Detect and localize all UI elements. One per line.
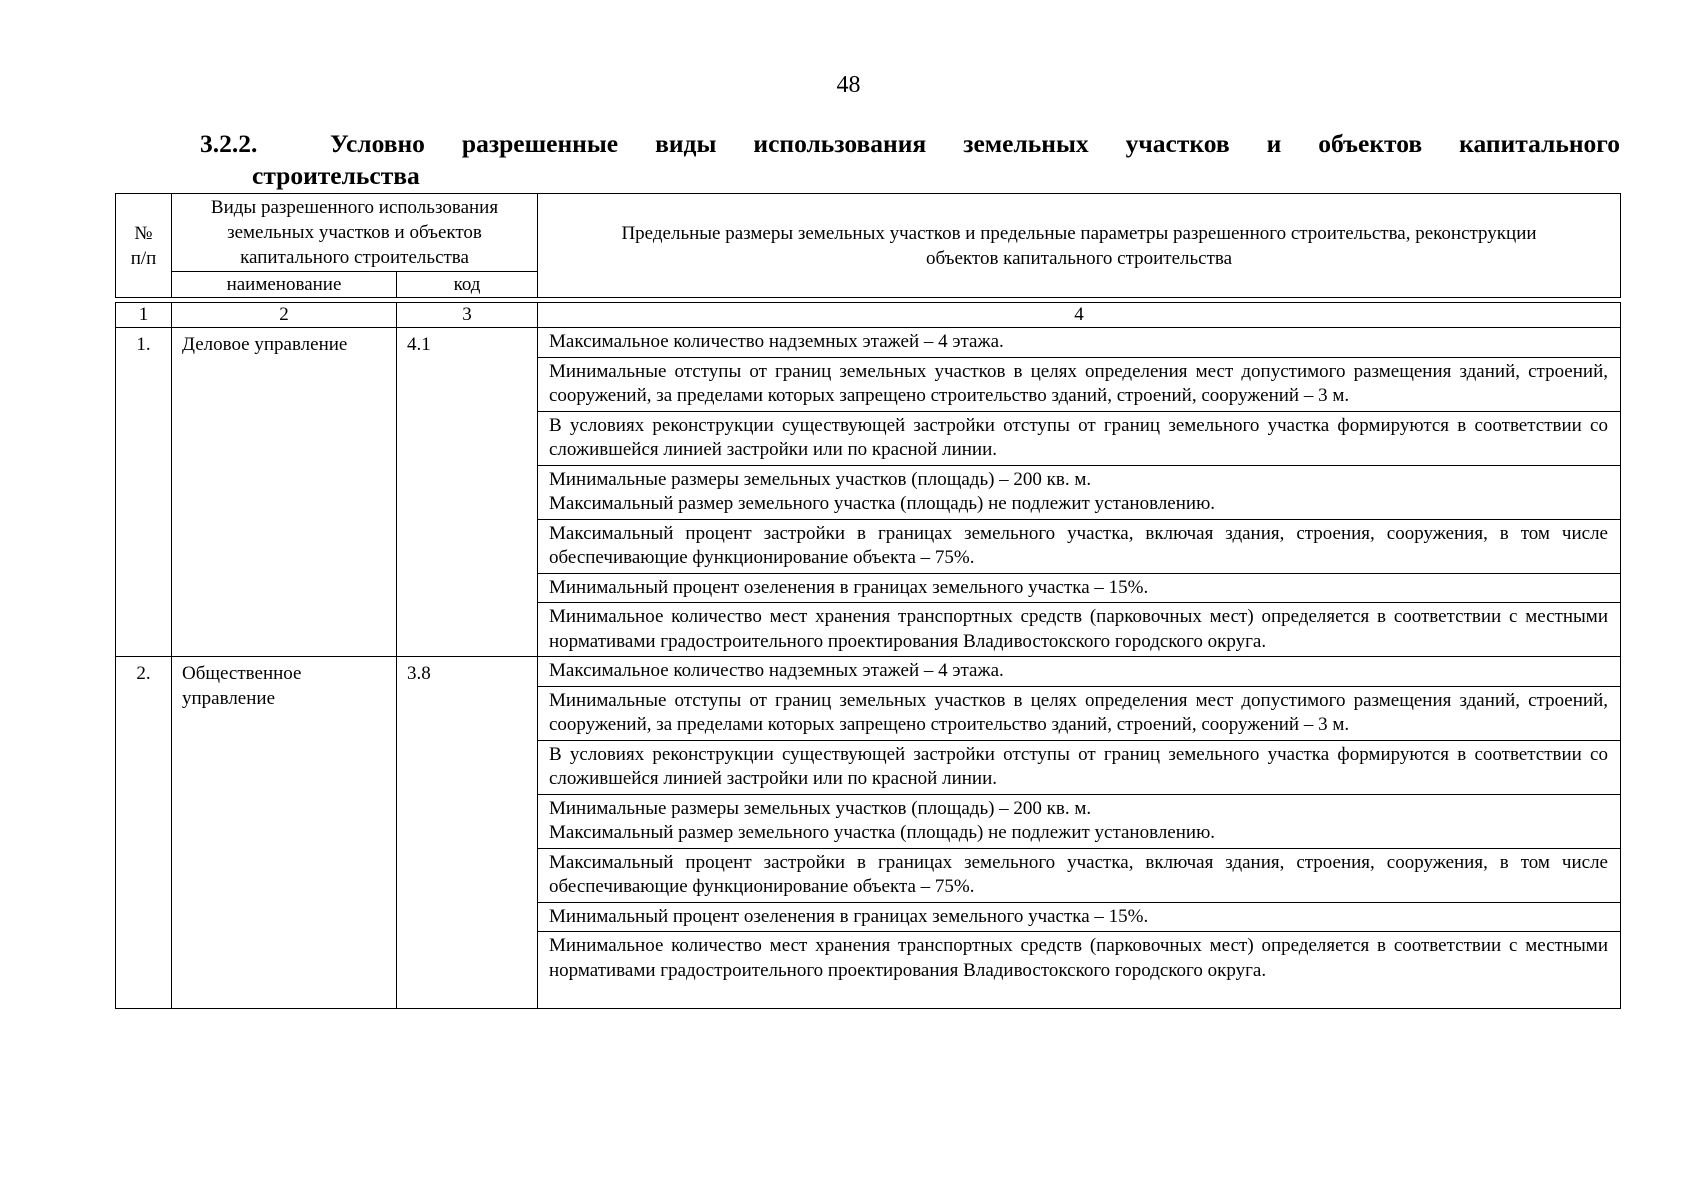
col-number-2: 2: [172, 303, 397, 328]
param-line: Минимальные размеры земельных участков (площадь) – 200 кв. м.: [549, 797, 1092, 819]
row-number: 1.: [116, 328, 172, 657]
section-number: 3.2.2.: [200, 129, 258, 158]
header-code: код: [397, 272, 538, 298]
param-cell: Минимальный процент озеленения в границах земельного участка – 15%.: [538, 902, 1621, 932]
param-cell: Максимальное количество надземных этажей – 4 этажа.: [538, 657, 1621, 687]
header-types-group: Виды разрешенного использования земельных участков и объектов капитального строительства: [172, 194, 538, 272]
param-cell: Максимальный процент застройки в границах земельного участка, включая здания, строения, сооружения, в том числе обеспечивающие функционирование объекта – 75%.: [538, 519, 1621, 573]
param-cell: Максимальное количество надземных этажей – 4 этажа.: [538, 328, 1621, 358]
table-row: [116, 657, 1621, 687]
col-number-1: 1: [116, 303, 172, 328]
use-code: 4.1: [397, 328, 538, 657]
param-line: Максимальный размер земельного участка (площадь) не подлежит установлению.: [549, 822, 1216, 843]
section-title-line1: Условно разрешенные виды использования земельных участков и объектов капитального: [330, 129, 1620, 158]
param-cell: [538, 794, 1621, 848]
use-name: Деловое управление: [172, 328, 397, 657]
table-row: [116, 328, 1621, 358]
param-cell: В условиях реконструкции существующей застройки отступы от границ земельного участка формируются в соответствии со сложившейся линией застройки или по красной линии.: [538, 411, 1621, 465]
param-cell: Минимальное количество мест хранения транспортных средств (парковочных мест) определяется в соответствии с местными нормативами градостроительного проектирования Владивостокского городского округа.: [538, 603, 1621, 657]
section-heading: [200, 128, 1620, 160]
param-cell: [538, 465, 1621, 519]
header-name: наименование: [172, 272, 397, 298]
param-cell: Минимальные отступы от границ земельных участков в целях определения мест допустимого размещения зданий, строений, сооружений, за пределами которых запрещено строительство зданий, строений, сооружений – 3 м.: [538, 686, 1621, 740]
page-number: 48: [836, 72, 861, 98]
column-numbers-row: [116, 303, 1621, 328]
param-cell: В условиях реконструкции существующей застройки отступы от границ земельного участка формируются в соответствии со сложившейся линией застройки или по красной линии.: [538, 740, 1621, 794]
use-name: Общественное управление: [172, 657, 397, 1009]
param-cell: Минимальные отступы от границ земельных участков в целях определения мест допустимого размещения зданий, строений, сооружений, за пределами которых запрещено строительство зданий, строений, сооружений – 3 м.: [538, 357, 1621, 411]
col-number-4: 4: [538, 303, 1621, 328]
param-cell: [538, 932, 1621, 1009]
param-cell: Максимальный процент застройки в границах земельного участка, включая здания, строения, сооружения, в том числе обеспечивающие функционирование объекта – 75%.: [538, 848, 1621, 902]
use-code: 3.8: [397, 657, 538, 1009]
header-no: № п/п: [116, 194, 172, 298]
table-body: [115, 302, 1621, 1009]
param-line: Минимальные размеры земельных участков (площадь) – 200 кв. м.: [549, 468, 1092, 490]
row-number: 2.: [116, 657, 172, 1009]
table-header: [115, 193, 1621, 298]
col-number-3: 3: [397, 303, 538, 328]
param-cell: Минимальный процент озеленения в границах земельного участка – 15%.: [538, 573, 1621, 603]
param-line: Максимальный размер земельного участка (площадь) не подлежит установлению.: [549, 493, 1216, 514]
section-title-line2: строительства: [252, 161, 420, 190]
param-text: Минимальное количество мест хранения транспортных средств (парковочных мест) определяется в соответствии с местными нормативами градостроительного проектирования Владивостокского городского округа.: [549, 935, 1608, 981]
header-limits: Предельные размеры земельных участков и предельные параметры разрешенного строительства, реконструкции объектов капитального строительства: [538, 194, 1621, 298]
